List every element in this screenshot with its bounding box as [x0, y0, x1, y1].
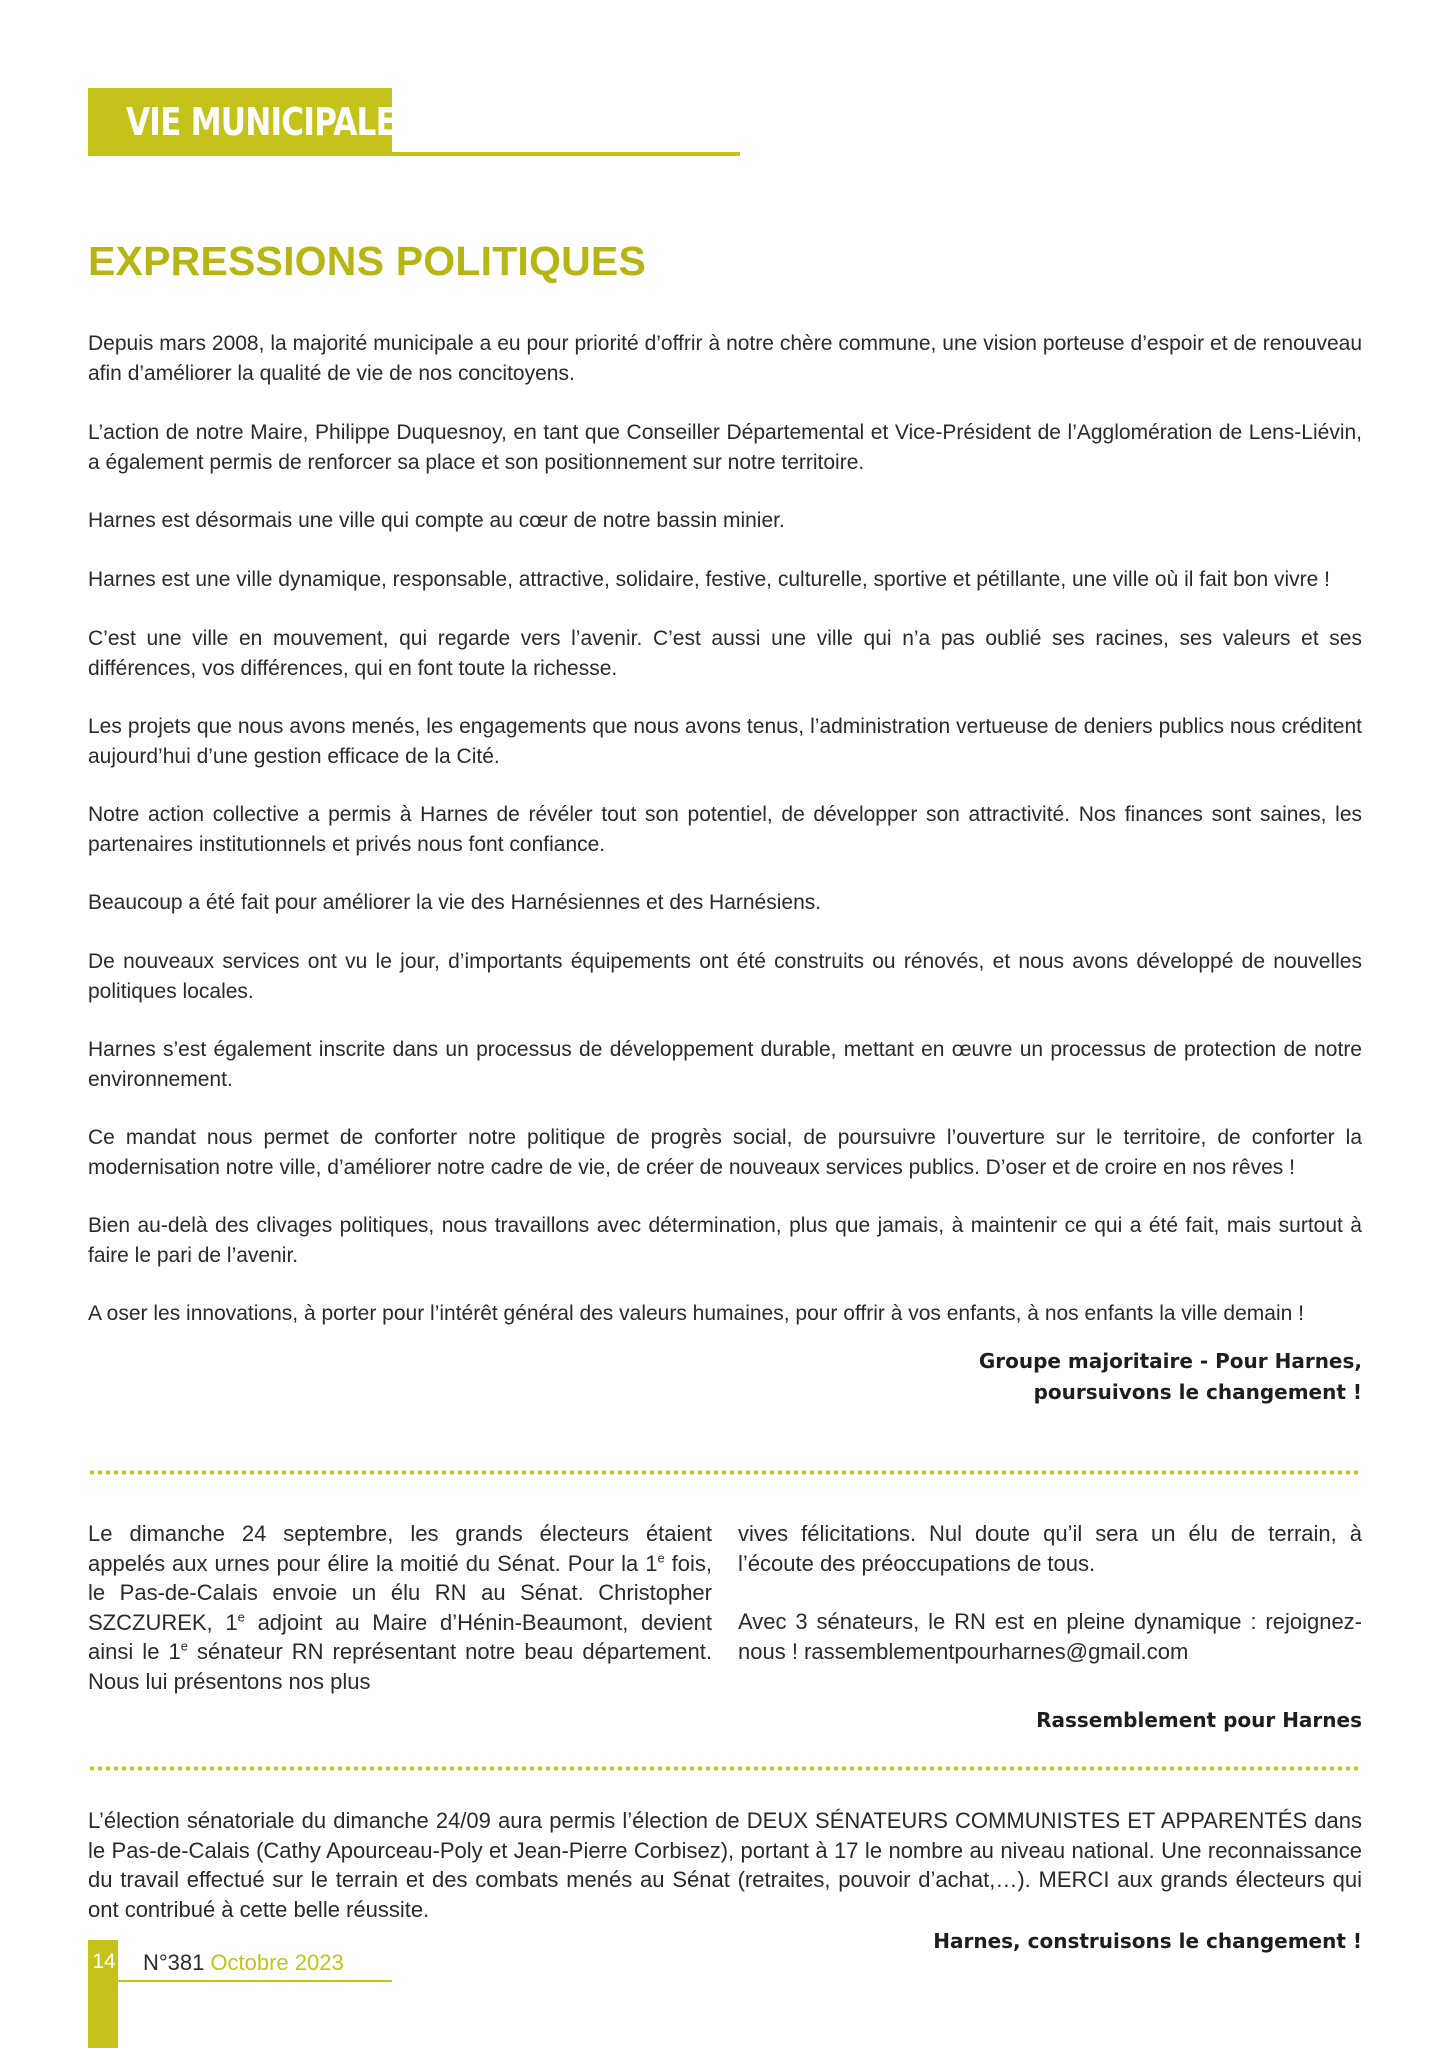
- ordinal-superscript: e: [657, 1550, 665, 1566]
- rn-paragraph: vives félicitations. Nul doute qu’il sera un élu de terrain, à l’écoute des préoccupations de tous.: [738, 1521, 1362, 1576]
- majority-text: [88, 888, 1362, 918]
- communist-signature: [933, 1926, 1362, 1957]
- communist-paragraph: L’élection sénatoriale du dimanche 24/09 aura permis l’élection de DEUX SÉNATEURS COMMUNISTES ET APPARENTÉS dans le Pas-de-Calais (Cathy Apourceau-Poly et Jean-Pierre Corbisez), portant à 17 le nombre au niveau national. Une reconnaissance du travail effectué sur le terrain et des combats menés au Sénat (retraites, pouvoir d’achat,…). MERCI aux grands électeurs qui ont contribué à cette belle réussite.: [88, 1808, 1362, 1922]
- majority-paragraph: Depuis mars 2008, la majorité municipale a eu pour priorité d’offrir à notre chère commune, une vision porteuse d’espoir et de renouveau afin d’améliorer la qualité de vie de nos concitoyens.: [88, 332, 1362, 385]
- majority-text: [88, 712, 1362, 771]
- rn-signature: [1036, 1705, 1362, 1736]
- issue-info: [143, 1950, 344, 1976]
- rn-text: Le dimanche 24 septembre, les grands électeurs étaient appelés aux urnes pour élire la moitié du Sénat. Pour la 1: [88, 1521, 712, 1576]
- majority-text: [88, 1123, 1362, 1182]
- majority-paragraph: L’action de notre Maire, Philippe Duquesnoy, en tant que Conseiller Départemental et Vice-Président de l’Agglomération de Lens-Liévin, a également permis de renforcer sa place et son positionnement sur notre territoire.: [88, 421, 1362, 474]
- majority-paragraph: A oser les innovations, à porter pour l’intérêt général des valeurs humaines, pour offrir à vos enfants, à nos enfants la ville demain !: [88, 1302, 1304, 1325]
- majority-text: [88, 947, 1362, 1006]
- rn-paragraph: Avec 3 sénateurs, le RN est en pleine dynamique : rejoignez-nous ! rassemblementpourharnes@gmail.com: [738, 1609, 1362, 1664]
- rn-paragraph: [88, 1519, 712, 1697]
- dotted-separator: [88, 1470, 1362, 1475]
- majority-text: [88, 624, 1362, 683]
- majority-text: [88, 1035, 1362, 1094]
- majority-text: [88, 800, 1362, 859]
- rn-text: adjoint au Maire d’Hénin-Beaumont, devient ainsi le 1: [88, 1609, 712, 1665]
- page-number: 14: [92, 1950, 116, 1973]
- majority-paragraph: Harnes est une ville dynamique, responsable, attractive, solidaire, festive, culturelle, sportive et pétillante, une ville où il fait bon vivre !: [88, 568, 1330, 591]
- majority-paragraph: Bien au-delà des clivages politiques, nous travaillons avec détermination, plus que jamais, à maintenir ce qui a été fait, mais surtout à faire le pari de l’avenir.: [88, 1214, 1362, 1267]
- majority-signature: [979, 1346, 1362, 1408]
- section-header-band: [88, 88, 397, 156]
- issue-number: N°381: [143, 1950, 205, 1975]
- majority-text: [88, 1299, 1362, 1329]
- issue-date: Octobre 2023: [210, 1950, 344, 1975]
- majority-text: [88, 506, 1362, 536]
- page-title: EXPRESSIONS POLITIQUES: [88, 238, 647, 284]
- majority-paragraph: C’est une ville en mouvement, qui regarde vers l’avenir. C’est aussi une ville qui n’a pas oublié ses racines, ses valeurs et ses différences, vos différences, qui en font toute la richesse.: [88, 627, 1362, 680]
- majority-text: [88, 1211, 1362, 1270]
- ordinal-superscript: e: [180, 1639, 188, 1655]
- majority-signature-line: Groupe majoritaire - Pour Harnes,: [978, 1349, 1362, 1373]
- rn-right-column: [738, 1519, 1362, 1666]
- majority-text: [88, 329, 1362, 388]
- footer-rule: [88, 1980, 392, 1982]
- section-header-rule: [88, 152, 740, 156]
- majority-text: [88, 418, 1362, 477]
- section-label: VIE MUNICIPALE: [126, 100, 397, 144]
- majority-paragraph: Beaucoup a été fait pour améliorer la vie des Harnésiennes et des Harnésiens.: [88, 891, 822, 914]
- ordinal-superscript: e: [237, 1609, 245, 1625]
- communist-signature-line: Harnes, construisons le changement !: [933, 1929, 1362, 1953]
- rn-left-column: [88, 1519, 712, 1697]
- rn-text: sénateur RN représentant notre beau département. Nous lui présentons nos plus: [88, 1639, 712, 1694]
- rn-text: fois, le Pas-de-Calais envoie un élu RN au Sénat. Christopher SZCZUREK, 1: [88, 1550, 712, 1635]
- majority-paragraph: Notre action collective a permis à Harnes de révéler tout son potentiel, de développer son attractivité. Nos finances sont saines, les partenaires institutionnels et privés nous font confiance.: [88, 803, 1362, 856]
- communist-text: [88, 1806, 1362, 1924]
- majority-paragraph: De nouveaux services ont vu le jour, d’importants équipements ont été construits ou rénovés, et nous avons développé de nouvelles politiques locales.: [88, 950, 1362, 1003]
- majority-text: [88, 565, 1362, 595]
- rn-signature-line: Rassemblement pour Harnes: [1036, 1708, 1362, 1732]
- majority-paragraph: Ce mandat nous permet de conforter notre politique de progrès social, de poursuivre l’ouverture sur le territoire, de conforter la modernisation notre ville, d’améliorer notre cadre de vie, de créer de nouveaux services publics. D’oser et de croire en nos rêves !: [88, 1126, 1362, 1179]
- dotted-separator: [88, 1766, 1362, 1771]
- majority-paragraph: Les projets que nous avons menés, les engagements que nous avons tenus, l’administration vertueuse de deniers publics nous créditent aujourd’hui d’une gestion efficace de la Cité.: [88, 715, 1362, 768]
- majority-signature-line: poursuivons le changement !: [1033, 1380, 1362, 1404]
- majority-paragraph: Harnes s’est également inscrite dans un processus de développement durable, mettant en œuvre un processus de protection de notre environnement.: [88, 1038, 1362, 1091]
- majority-paragraph: Harnes est désormais une ville qui compte au cœur de notre bassin minier.: [88, 509, 785, 532]
